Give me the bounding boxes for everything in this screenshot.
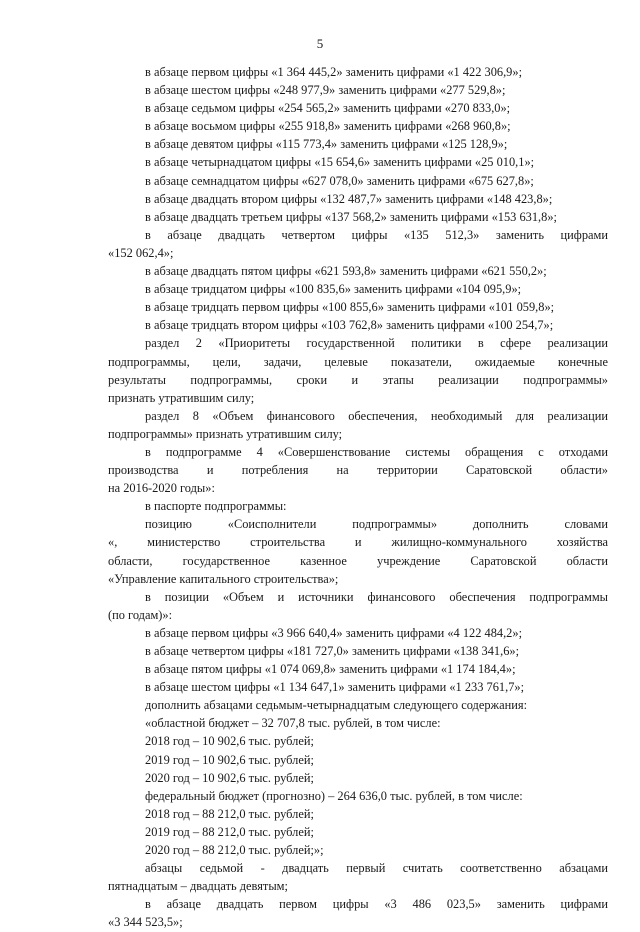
text-line: в абзаце первом цифры «3 966 640,4» заменить цифрами «4 122 484,2»; (145, 625, 523, 640)
text-line: в абзаце двадцать пятом цифры «621 593,8» заменить цифрами «621 550,2»; (145, 264, 547, 279)
text-line: «3 344 523,5»; (108, 915, 183, 930)
text-line: в абзаце тридцать втором цифры «103 762,8» заменить цифрами «100 254,7»; (145, 318, 554, 333)
text-line: в подпрограмме 4 «Совершенствование системы обращения с отходами (145, 444, 608, 459)
text-line: 2018 год – 10 902,6 тыс. рублей; (145, 734, 314, 749)
text-line: в абзаце двадцать втором цифры «132 487,7» заменить цифрами «148 423,8»; (145, 191, 553, 206)
text-line: 2020 год – 88 212,0 тыс. рублей;»; (145, 843, 324, 858)
text-line: «, министерство строительства и жилищно-коммунального хозяйства (108, 535, 608, 550)
text-line: признать утратившим силу; (108, 390, 255, 405)
text-line: 2019 год – 10 902,6 тыс. рублей; (145, 752, 314, 767)
text-line: в абзаце первом цифры «1 364 445,2» заменить цифрами «1 422 306,9»; (145, 65, 523, 79)
text-line: (по годам)»: (108, 607, 173, 622)
text-line: федеральный бюджет (прогнозно) – 264 636,0 тыс. рублей, в том числе: (145, 788, 523, 803)
text-line: «Управление капитального строительства»; (108, 571, 339, 586)
text-line: в абзаце седьмом цифры «254 565,2» заменить цифрами «270 833,0»; (145, 101, 511, 116)
text-line: «152 062,4»; (108, 245, 174, 260)
text-line: в абзаце семнадцатом цифры «627 078,0» заменить цифрами «675 627,8»; (145, 173, 534, 188)
text-line: в абзаце четырнадцатом цифры «15 654,6» заменить цифрами «25 010,1»; (145, 155, 535, 170)
text-line: в абзаце четвертом цифры «181 727,0» заменить цифрами «138 341,6»; (145, 644, 520, 658)
document-body (108, 63, 608, 932)
text-line: в абзаце пятом цифры «1 074 069,8» заменить цифрами «1 174 184,4»; (145, 662, 516, 677)
text-line: «областной бюджет – 32 707,8 тыс. рублей, в том числе: (145, 716, 441, 731)
text-line: пятнадцатым – двадцать девятым; (108, 879, 288, 894)
text-line: абзацы седьмой - двадцать первый считать соответственно абзацами (145, 861, 608, 876)
text-line: в абзаце шестом цифры «248 977,9» заменить цифрами «277 529,8»; (145, 83, 506, 98)
text-line: подпрограммы» признать утратившим силу; (108, 426, 343, 441)
text-line: в абзаце двадцать четвертом цифры «135 512,3» заменить цифрами (145, 227, 608, 242)
text-line: раздел 2 «Приоритеты государственной политики в сфере реализации (145, 336, 608, 351)
text-line: в абзаце тридцать первом цифры «100 855,6» заменить цифрами «101 059,8»; (145, 300, 555, 315)
text-line: в паспорте подпрограммы: (145, 499, 287, 514)
text-line: в абзаце девятом цифры «115 773,4» заменить цифрами «125 128,9»; (145, 137, 508, 152)
text-line: результаты подпрограммы, сроки и этапы реализации подпрограммы» (108, 372, 608, 387)
text-line: 2019 год – 88 212,0 тыс. рублей; (145, 824, 314, 839)
text-line: 2020 год – 10 902,6 тыс. рублей; (145, 770, 314, 785)
text-line: на 2016-2020 годы»: (108, 481, 215, 496)
text-line: области, государственное казенное учреждение Саратовской области (108, 553, 608, 568)
text-line: позицию «Соисполнители подпрограммы» дополнить словами (145, 517, 608, 532)
text-line: дополнить абзацами седьмым-четырнадцатым следующего содержания: (145, 698, 528, 713)
text-line: в абзаце восьмом цифры «255 918,8» заменить цифрами «268 960,8»; (145, 119, 511, 134)
text-line: производства и потребления на территории Саратовской области» (108, 463, 608, 478)
page-number: 5 (316, 36, 324, 51)
text-line: в абзаце тридцатом цифры «100 835,6» заменить цифрами «104 095,9»; (145, 282, 522, 297)
text-line: 2018 год – 88 212,0 тыс. рублей; (145, 806, 314, 821)
text-line: в абзаце шестом цифры «1 134 647,1» заменить цифрами «1 233 761,7»; (145, 680, 525, 695)
text-line: в абзаце двадцать третьем цифры «137 568,2» заменить цифрами «153 631,8»; (145, 209, 557, 224)
text-line: раздел 8 «Объем финансового обеспечения, необходимый для реализации (145, 408, 608, 423)
text-line: в позиции «Объем и источники финансового обеспечения подпрограммы (145, 589, 608, 604)
text-line: подпрограммы, цели, задачи, целевые показатели, ожидаемые конечные (108, 354, 608, 369)
text-line: в абзаце двадцать первом цифры «3 486 023,5» заменить цифрами (145, 897, 608, 912)
